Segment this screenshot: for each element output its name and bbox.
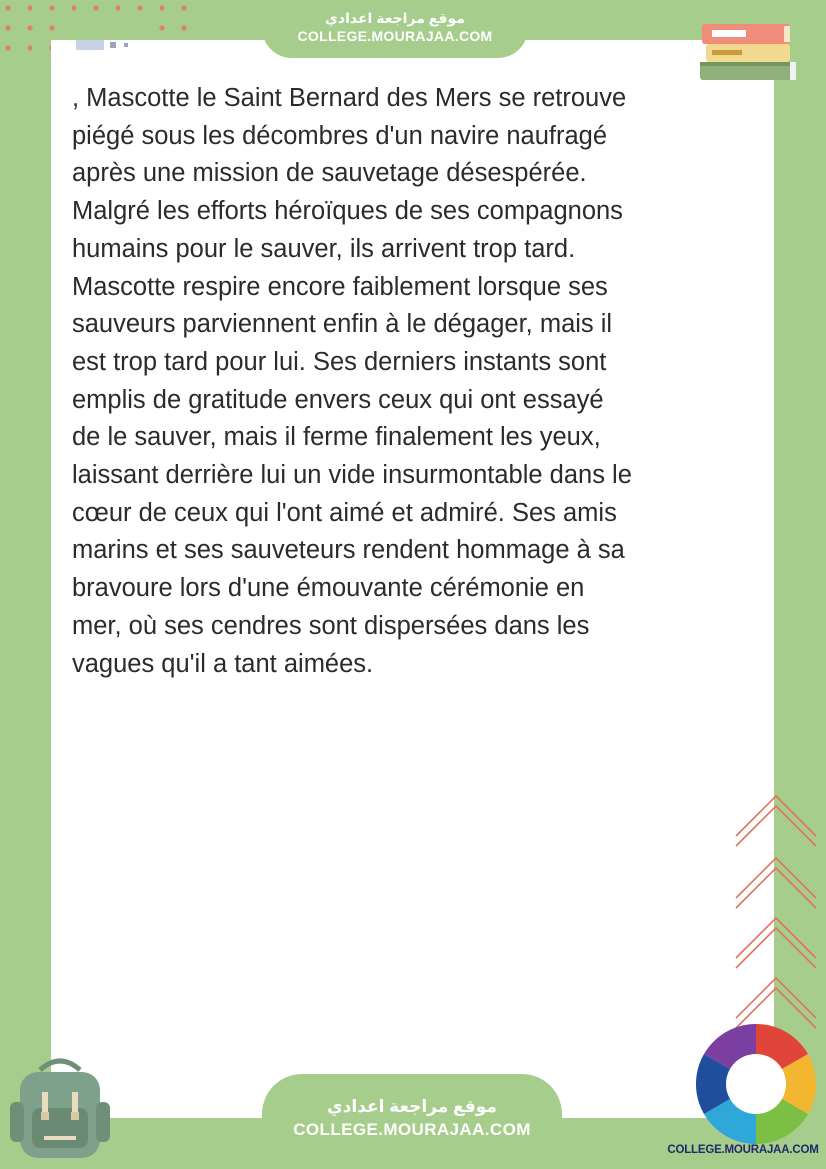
story-line: cœur de ceux qui l'ont aimé et admiré. Ses amis bbox=[72, 498, 617, 527]
education-wheel-logo bbox=[694, 1022, 818, 1146]
footer-site-url[interactable]: COLLEGE.MOURAJAA.COM bbox=[293, 1120, 531, 1139]
header-site-url[interactable]: COLLEGE.MOURAJAA.COM bbox=[297, 28, 493, 44]
story-line: mer, où ses cendres sont dispersées dans les bbox=[72, 611, 590, 640]
cropped-image-fragment bbox=[76, 40, 156, 52]
header-site-name: موقع مراجعة اعدادي bbox=[325, 10, 465, 26]
story-line: marins et ses sauveteurs rendent hommage à sa bbox=[72, 536, 625, 565]
footer-banner bbox=[262, 1074, 562, 1169]
story-line: , Mascotte le Saint Bernard des Mers se retrouve bbox=[72, 84, 627, 112]
story-line: laissant derrière lui un vide insurmontable dans le bbox=[72, 461, 632, 490]
story-line: piégé sous les décombres d'un navire naufragé bbox=[72, 121, 608, 150]
backpack-icon bbox=[6, 1052, 114, 1164]
story-line: emplis de gratitude envers ceux qui ont essayé bbox=[72, 385, 604, 414]
story-line: est trop tard pour lui. Ses derniers instants sont bbox=[72, 347, 607, 376]
story-line: humains pour le sauver, ils arrivent trop tard. bbox=[72, 234, 576, 263]
logo-caption: COLLEGE.MOURAJAA.COM bbox=[667, 1144, 819, 1156]
footer-site-name: موقع مراجعة اعدادي bbox=[327, 1097, 497, 1116]
story-line: Malgré les efforts héroïques de ses compagnons bbox=[72, 197, 623, 226]
chevron-up-icon bbox=[730, 790, 822, 1040]
story-text bbox=[72, 80, 722, 683]
story-line: après une mission de sauvetage désespérée. bbox=[72, 159, 587, 188]
story-line: vagues qu'il a tant aimées. bbox=[72, 649, 374, 678]
header-banner bbox=[262, 0, 528, 58]
story-line: bravoure lors d'une émouvante cérémonie en bbox=[72, 574, 585, 603]
story-line: sauveurs parviennent enfin à le dégager, mais il bbox=[72, 310, 613, 339]
story-line: de le sauver, mais il ferme finalement les yeux, bbox=[72, 423, 601, 452]
story-line: Mascotte respire encore faiblement lorsque ses bbox=[72, 272, 608, 301]
